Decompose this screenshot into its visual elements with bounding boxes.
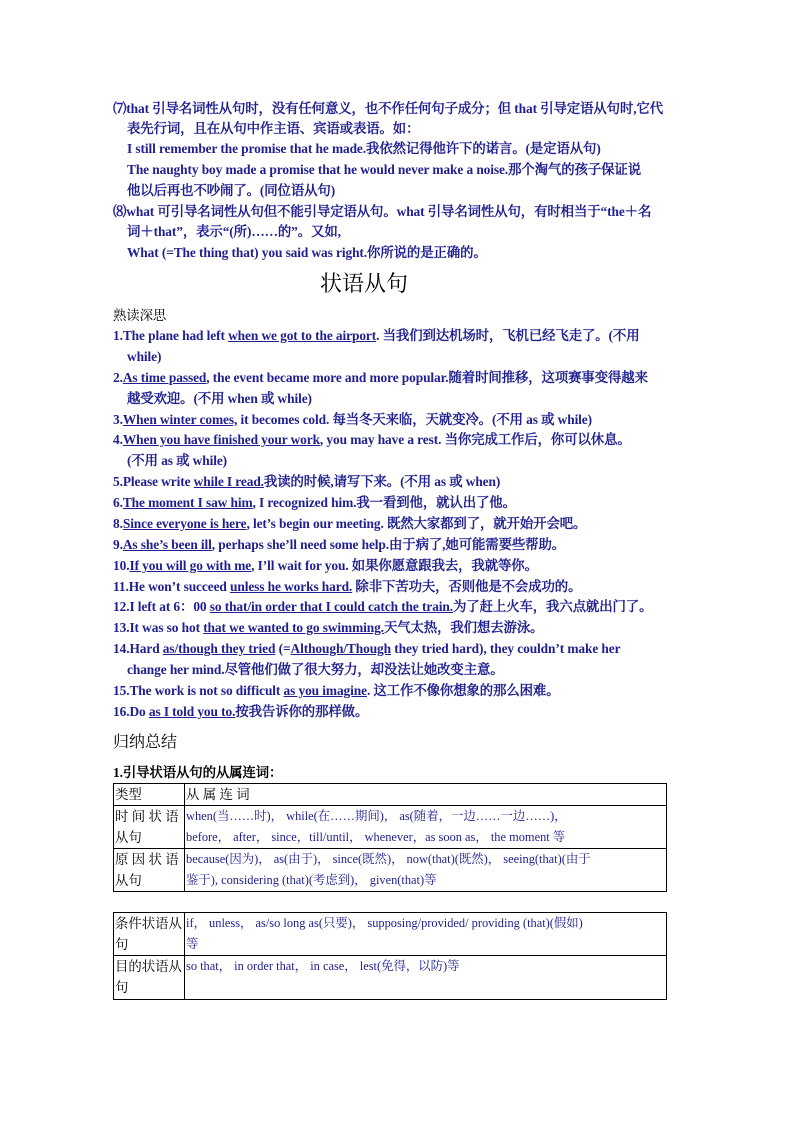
conj-line: so that， in order that， in case， lest(免得，以防)等	[186, 959, 460, 973]
paragraph-8-line-1: ⑻what 可引导名词性从句但不能引导定语从句。what 引导名词性从句，有时相当于“the＋名	[113, 204, 652, 219]
sentence-text: , let’s begin our meeting. 既然大家都到了，就开始开会吧。	[246, 516, 587, 531]
sentence-text: 13.It was so hot	[113, 620, 204, 635]
clause-underlined: As time passed	[122, 370, 207, 385]
clause-underlined: Although/Though	[290, 641, 391, 656]
sentence-15	[113, 682, 560, 699]
conj-line: before， after， since，till/until， whenever，as soon as， the moment 等	[186, 830, 566, 844]
sentence-text: 2.	[113, 370, 123, 385]
clause-underlined: when we got to the airport	[228, 328, 377, 343]
section-title: 状语从句	[319, 271, 408, 296]
conj-line: when(当……时)， while(在……期间)， as(随着，一边……一边……)，	[186, 809, 567, 823]
table-header-row	[114, 784, 667, 806]
sentence-5	[113, 473, 500, 490]
sentence-text: 12.I left at 6：00	[113, 599, 210, 614]
conjunction-table-2	[113, 912, 667, 1000]
clause-underlined: If you will go with me	[129, 558, 252, 573]
sentence-text: it becomes cold. 每当冬天来临，天就变冷。(不用 as 或 while)	[237, 412, 593, 427]
clause-underlined: as I told you to.	[148, 704, 236, 719]
sentence-9	[113, 536, 565, 553]
clause-underlined: as you imagine	[283, 683, 367, 698]
example-3: What (=The thing that) you said was right.你所说的是正确的。	[127, 245, 487, 260]
sentence-text: 1.The plane had left	[113, 328, 229, 343]
example-2-line-2: 他以后再也不吵闹了。(同位语从句)	[127, 183, 336, 198]
conj-line: because(因为)， as(由于)， since(既然)， now(that)(既然)， seeing(that)(由于	[186, 852, 591, 866]
clause-underlined: as/though they tried	[162, 641, 276, 656]
sentence-text: 天气太热，我们想去游泳。	[383, 620, 544, 635]
example-2-line-1: The naughty boy made a promise that he would never make a noise.那个淘气的孩子保证说	[127, 162, 641, 177]
sentence-text: 14.Hard	[113, 641, 163, 656]
sentence-14-cont: change her mind.尽管他们做了很大努力，却没法让她改变主意。	[127, 662, 504, 677]
sentence-text: , you may have a rest. 当你完成工作后，你可以休息。	[319, 432, 631, 447]
sentence-text: , I recognized him.我一看到他，就认出了他。	[252, 495, 516, 510]
conj-line: 等	[186, 937, 199, 951]
paragraph-7-line-2: 表先行词，且在从句中作主语、宾语或表语。如：	[127, 121, 420, 136]
conjunction-table-1	[113, 783, 667, 892]
sentence-text: , perhaps she’ll need some help.由于病了,她可能需要些帮助。	[211, 537, 566, 552]
paragraph-8-line-2: 词＋that”，表示“(所)……的”。又如,	[127, 224, 341, 239]
sentence-1	[113, 327, 640, 344]
row-conjunctions	[185, 913, 667, 956]
sentence-10	[113, 557, 538, 574]
table-caption: 1.引导状语从句的从属连词：	[113, 765, 283, 780]
clause-underlined: When you have finished your work	[122, 432, 320, 447]
sentence-text: , I’ll wait for you. 如果你愿意跟我去，我就等你。	[251, 558, 538, 573]
sentence-text: 9.	[113, 537, 123, 552]
sentence-16	[113, 703, 368, 720]
row-type: 原 因 状 语从句	[114, 849, 185, 892]
sentence-text: 为了赶上火车，我六点就出门了。	[453, 599, 653, 614]
row-type: 条件状语从句	[114, 913, 185, 956]
table-row	[114, 806, 667, 849]
row-type: 目的状语从句	[114, 956, 185, 1000]
sentence-12	[113, 598, 652, 615]
sentence-1-cont: while)	[127, 349, 162, 364]
sentence-text: 5.Please write	[113, 474, 194, 489]
sentence-text: 6.	[113, 495, 123, 510]
clause-underlined: while I read.	[193, 474, 264, 489]
sentence-text: 15.The work is not so difficult	[113, 683, 284, 698]
sentence-11	[113, 578, 581, 595]
row-conjunctions	[185, 806, 667, 849]
sentence-text: . 当我们到达机场时，飞机已经飞走了。(不用	[376, 328, 640, 343]
clause-underlined: When winter comes,	[122, 412, 238, 427]
sentence-text: (=	[275, 641, 291, 656]
table-row	[114, 849, 667, 892]
sentence-3	[113, 411, 592, 428]
sentence-text: 4.	[113, 432, 123, 447]
paragraph-7-line-1: ⑺that 引导名词性从句时，没有任何意义，也不作任何句子成分；但 that 引导定语从句时,它代	[113, 101, 664, 116]
conj-line: 鉴于), considering (that)(考虑到)， given(that)等	[186, 873, 437, 887]
sentence-text: they tried hard), they couldn’t make her	[390, 641, 621, 656]
clause-underlined: so that/in order that I could catch the train.	[209, 599, 454, 614]
header-type: 类型	[114, 784, 185, 806]
sentence-8	[113, 515, 586, 532]
sentence-6	[113, 494, 516, 511]
sentence-14	[113, 640, 620, 657]
sentence-text: 除非下苦功夫，否则他是不会成功的。	[352, 579, 582, 594]
sentence-text: , the event became more and more popular.随着时间推移，这项赛事变得越来	[206, 370, 648, 385]
sentence-2	[113, 369, 648, 386]
row-conjunctions	[185, 849, 667, 892]
sentence-2-cont: 越受欢迎。(不用 when 或 while)	[127, 391, 312, 406]
sentence-4	[113, 431, 631, 448]
clause-underlined: unless he works hard.	[230, 579, 353, 594]
clause-underlined: Since everyone is here	[122, 516, 247, 531]
row-conjunctions	[185, 956, 667, 1000]
clause-underlined: As she’s been ill	[122, 537, 212, 552]
sentence-text: 11.He won’t succeed	[113, 579, 231, 594]
clause-underlined: The moment I saw him	[122, 495, 253, 510]
example-1: I still remember the promise that he made.我依然记得他许下的诺言。(是定语从句)	[127, 141, 601, 156]
clause-underlined: that we wanted to go swimming.	[203, 620, 384, 635]
sentence-text: 3.	[113, 412, 123, 427]
sentence-text: 按我告诉你的那样做。	[235, 704, 369, 719]
header-conjunctions: 从 属 连 词	[185, 784, 667, 806]
sentence-13	[113, 619, 543, 636]
row-type: 时 间 状 语从句	[114, 806, 185, 849]
sentence-text: 8.	[113, 516, 123, 531]
read-heading: 熟读深思	[113, 308, 167, 323]
table-row	[114, 956, 667, 1000]
sentence-text: 我读的时候,请写下来。(不用 as 或 when)	[263, 474, 501, 489]
summary-heading: 归纳总结	[113, 734, 178, 751]
sentence-text: . 这工作不像你想象的那么困难。	[366, 683, 560, 698]
sentence-text: 10.	[113, 558, 130, 573]
sentence-text: 16.Do	[113, 704, 149, 719]
table-row	[114, 913, 667, 956]
conj-line: if， unless， as/so long as(只要)， supposing/provided/ providing (that)(假如)	[186, 916, 583, 930]
sentence-4-cont: (不用 as 或 while)	[127, 453, 228, 468]
